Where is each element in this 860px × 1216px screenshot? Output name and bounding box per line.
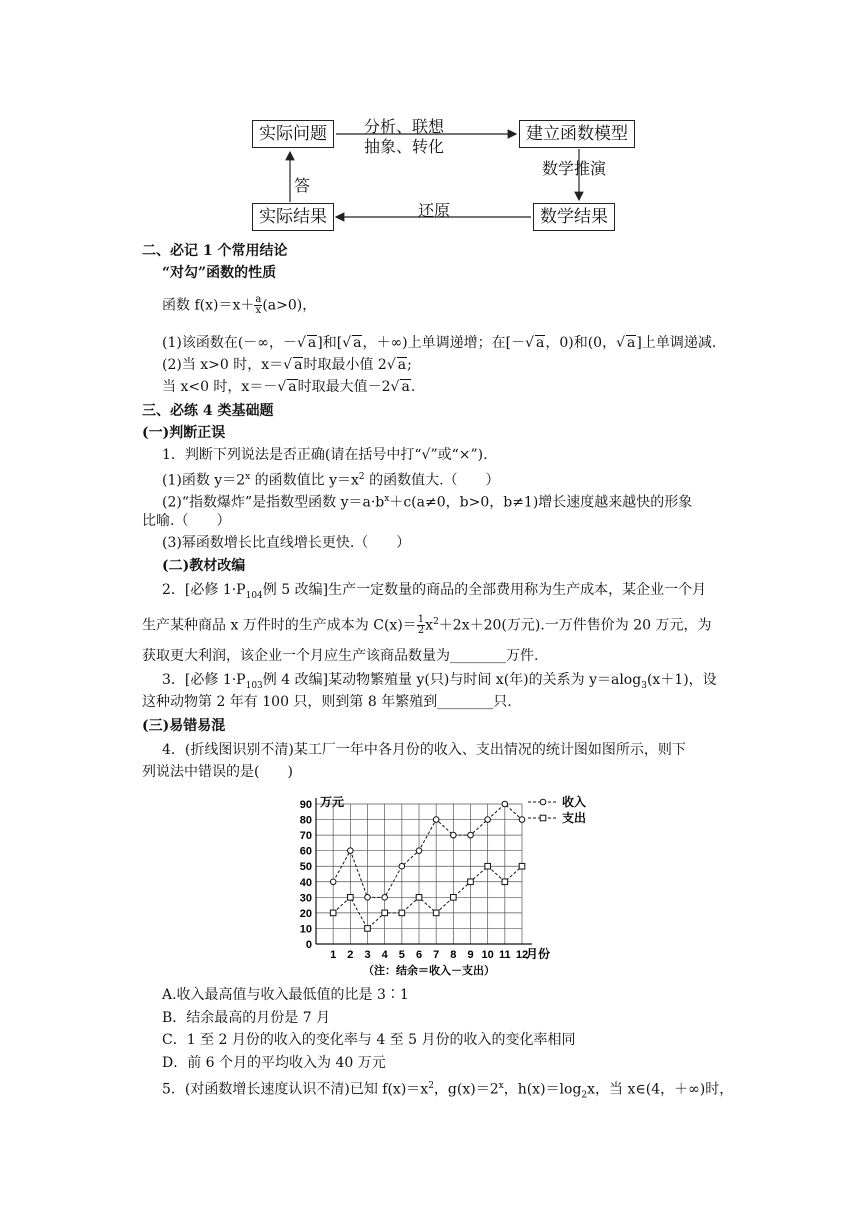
y-axis-title: 万元: [320, 795, 345, 809]
label-abstract: 抽象、转化: [364, 137, 445, 156]
question-4-cont: 列说法中错误的是( ): [142, 764, 293, 780]
question-2-cont2: 获取更大利润，该企业一个月应生产该商品数量为________万件.: [142, 648, 539, 664]
x-tick-label: 2: [347, 949, 354, 961]
expense-point: [330, 910, 336, 916]
question-3-cont: 这种动物第 2 年有 100 只，则到第 8 年繁殖到________只.: [142, 694, 512, 710]
x-tick-label: 8: [450, 949, 457, 961]
legend-label: 收入: [562, 795, 587, 809]
question-1-1: (1)函数 $y=2^x$ 的函数值比 $y=x^2$ 的函数值大.（ ）: [162, 472, 500, 489]
label-deduce: 数学推演: [542, 159, 607, 178]
expense-point: [502, 879, 508, 885]
y-tick-label: 90: [299, 799, 312, 811]
x-tick-label: 12: [515, 949, 529, 961]
x-axis-title: 月份: [526, 947, 551, 961]
expense-point: [519, 863, 525, 869]
question-1: 1．判断下列说法是否正确(请在括号中打“√”或“×”).: [162, 447, 488, 463]
property-2: (2)当 x>0 时，x＝√ a时取最小值 2√ a;: [162, 357, 412, 373]
expense-point: [348, 895, 354, 901]
option-b: B．结余最高的月份是 7 月: [162, 1010, 331, 1026]
property-1: (1)该函数在(－∞，－√ a]和[√ a，＋∞)上单调递增；在[－√ a，0)和(0，√ a]上单调递减.: [162, 335, 717, 351]
question-5: 5．(对函数增长速度认识不清)已知 $f(x)=x^2$，$g(x)=2^x$，$h(x)=\log_2x$，当 x∈(4，＋∞)时，: [162, 1081, 734, 1101]
y-tick-label: 10: [299, 923, 312, 936]
question-3: 3．[必修 $1\cdot P_{103}$例 4 改编]某动物繁殖量 y(只)与时间 x(年)的关系为 y＝alog$_3$(x＋1)，设: [162, 672, 717, 691]
income-point: [330, 879, 336, 885]
property-3: 当 x<0 时，x＝－√ a时取最大值－2√ a.: [162, 379, 416, 395]
question-1-2-cont: 比喻.（ ）: [142, 513, 231, 529]
income-point: [382, 895, 388, 901]
subsection-textbook: (二)教材改编: [162, 558, 246, 574]
expense-point: [399, 910, 405, 916]
income-point: [416, 848, 422, 854]
income-point: [399, 863, 405, 869]
option-d: D．前 6 个月的平均收入为 40 万元: [162, 1055, 386, 1071]
question-2-cont: 生产某种商品 x 万件时的生产成本为 C(x)＝ $\frac{1}{2}$ $x^2+2x+20$(万元).一万件售价为 20 万元，为: [142, 614, 712, 637]
label-answer: 答: [294, 176, 311, 195]
x-tick-label: 6: [415, 949, 423, 961]
box-practical-problem: 实际问题: [252, 120, 334, 148]
y-tick-label: 40: [299, 876, 312, 889]
y-tick-label: 0: [305, 939, 312, 951]
box-practical-result: 实际结果: [252, 203, 334, 231]
income-point: [451, 832, 457, 838]
expense-point: [382, 910, 388, 916]
label-analyze: 分析、联想: [364, 117, 445, 136]
option-a: A.收入最高值与收入最低值的比是 3∶1: [162, 987, 409, 1003]
expense-point: [468, 879, 474, 885]
option-c: C．1 至 2 月份的收入的变化率与 4 至 5 月份的收入的变化率相同: [162, 1032, 576, 1048]
question-2: 2．[必修 $1\cdot P_{104}$例 5 改编]生产一定数量的商品的全部费用称为生产成本，某企业一个月: [162, 582, 707, 601]
section2-subheading: “对勾”函数的性质: [162, 265, 277, 281]
y-tick-label: 20: [299, 907, 312, 920]
function-definition: 函数 f(x)＝x＋ $\frac{a}{x}$ (a>0)，: [162, 294, 317, 316]
x-tick-label: 4: [381, 949, 388, 961]
box-math-result: 数学结果: [533, 203, 615, 231]
expense-point: [433, 910, 439, 916]
expense-point: [416, 895, 422, 901]
x-tick-label: 3: [364, 949, 371, 961]
question-1-2: (2)“指数爆炸”是指数型函数 $y=a\cdot b^x+c(a\ne 0$，b>0，b≠1)增长速度越来越快的形象: [162, 494, 693, 511]
x-tick-label: 9: [467, 949, 474, 961]
subsection-judge: (一)判断正误: [142, 425, 226, 441]
income-expense-chart: [270, 790, 600, 980]
income-point: [519, 817, 525, 823]
label-restore: 还原: [418, 201, 451, 220]
question-1-3: (3)幂函数增长比直线增长更快.（ ）: [162, 535, 411, 551]
income-point: [485, 817, 491, 823]
legend-marker-expense: [540, 815, 546, 821]
y-tick-label: 80: [299, 814, 312, 827]
x-tick-label: 5: [398, 949, 405, 961]
x-tick-label: 10: [481, 949, 494, 961]
income-point: [468, 832, 474, 838]
subsection-errors: (三)易错易混: [142, 718, 226, 734]
legend-label: 支出: [562, 811, 587, 825]
y-tick-label: 50: [299, 861, 312, 874]
x-tick-label: 11: [499, 949, 511, 961]
income-point: [502, 801, 508, 807]
section2-heading: 二、必记 1 个常用结论: [142, 243, 288, 259]
box-function-model: 建立函数模型: [519, 120, 635, 148]
y-tick-label: 70: [299, 830, 312, 843]
question-4: 4．(折线图识别不清)某工厂一年中各月份的收入、支出情况的统计图如图所示，则下: [162, 742, 686, 758]
y-tick-label: 30: [299, 892, 312, 905]
x-tick-label: 1: [330, 949, 337, 961]
expense-point: [451, 895, 457, 901]
income-point: [365, 895, 371, 901]
section3-heading: 三、必练 4 类基础题: [142, 403, 274, 419]
income-point: [348, 848, 354, 854]
flowchart: [240, 110, 660, 235]
income-point: [433, 817, 439, 823]
legend-marker-income: [540, 799, 546, 805]
expense-point: [365, 926, 371, 932]
y-tick-label: 60: [299, 845, 312, 858]
x-tick-label: 7: [433, 949, 440, 961]
expense-point: [485, 863, 491, 869]
chart-note: （注：结余＝收入－支出）: [363, 964, 495, 977]
